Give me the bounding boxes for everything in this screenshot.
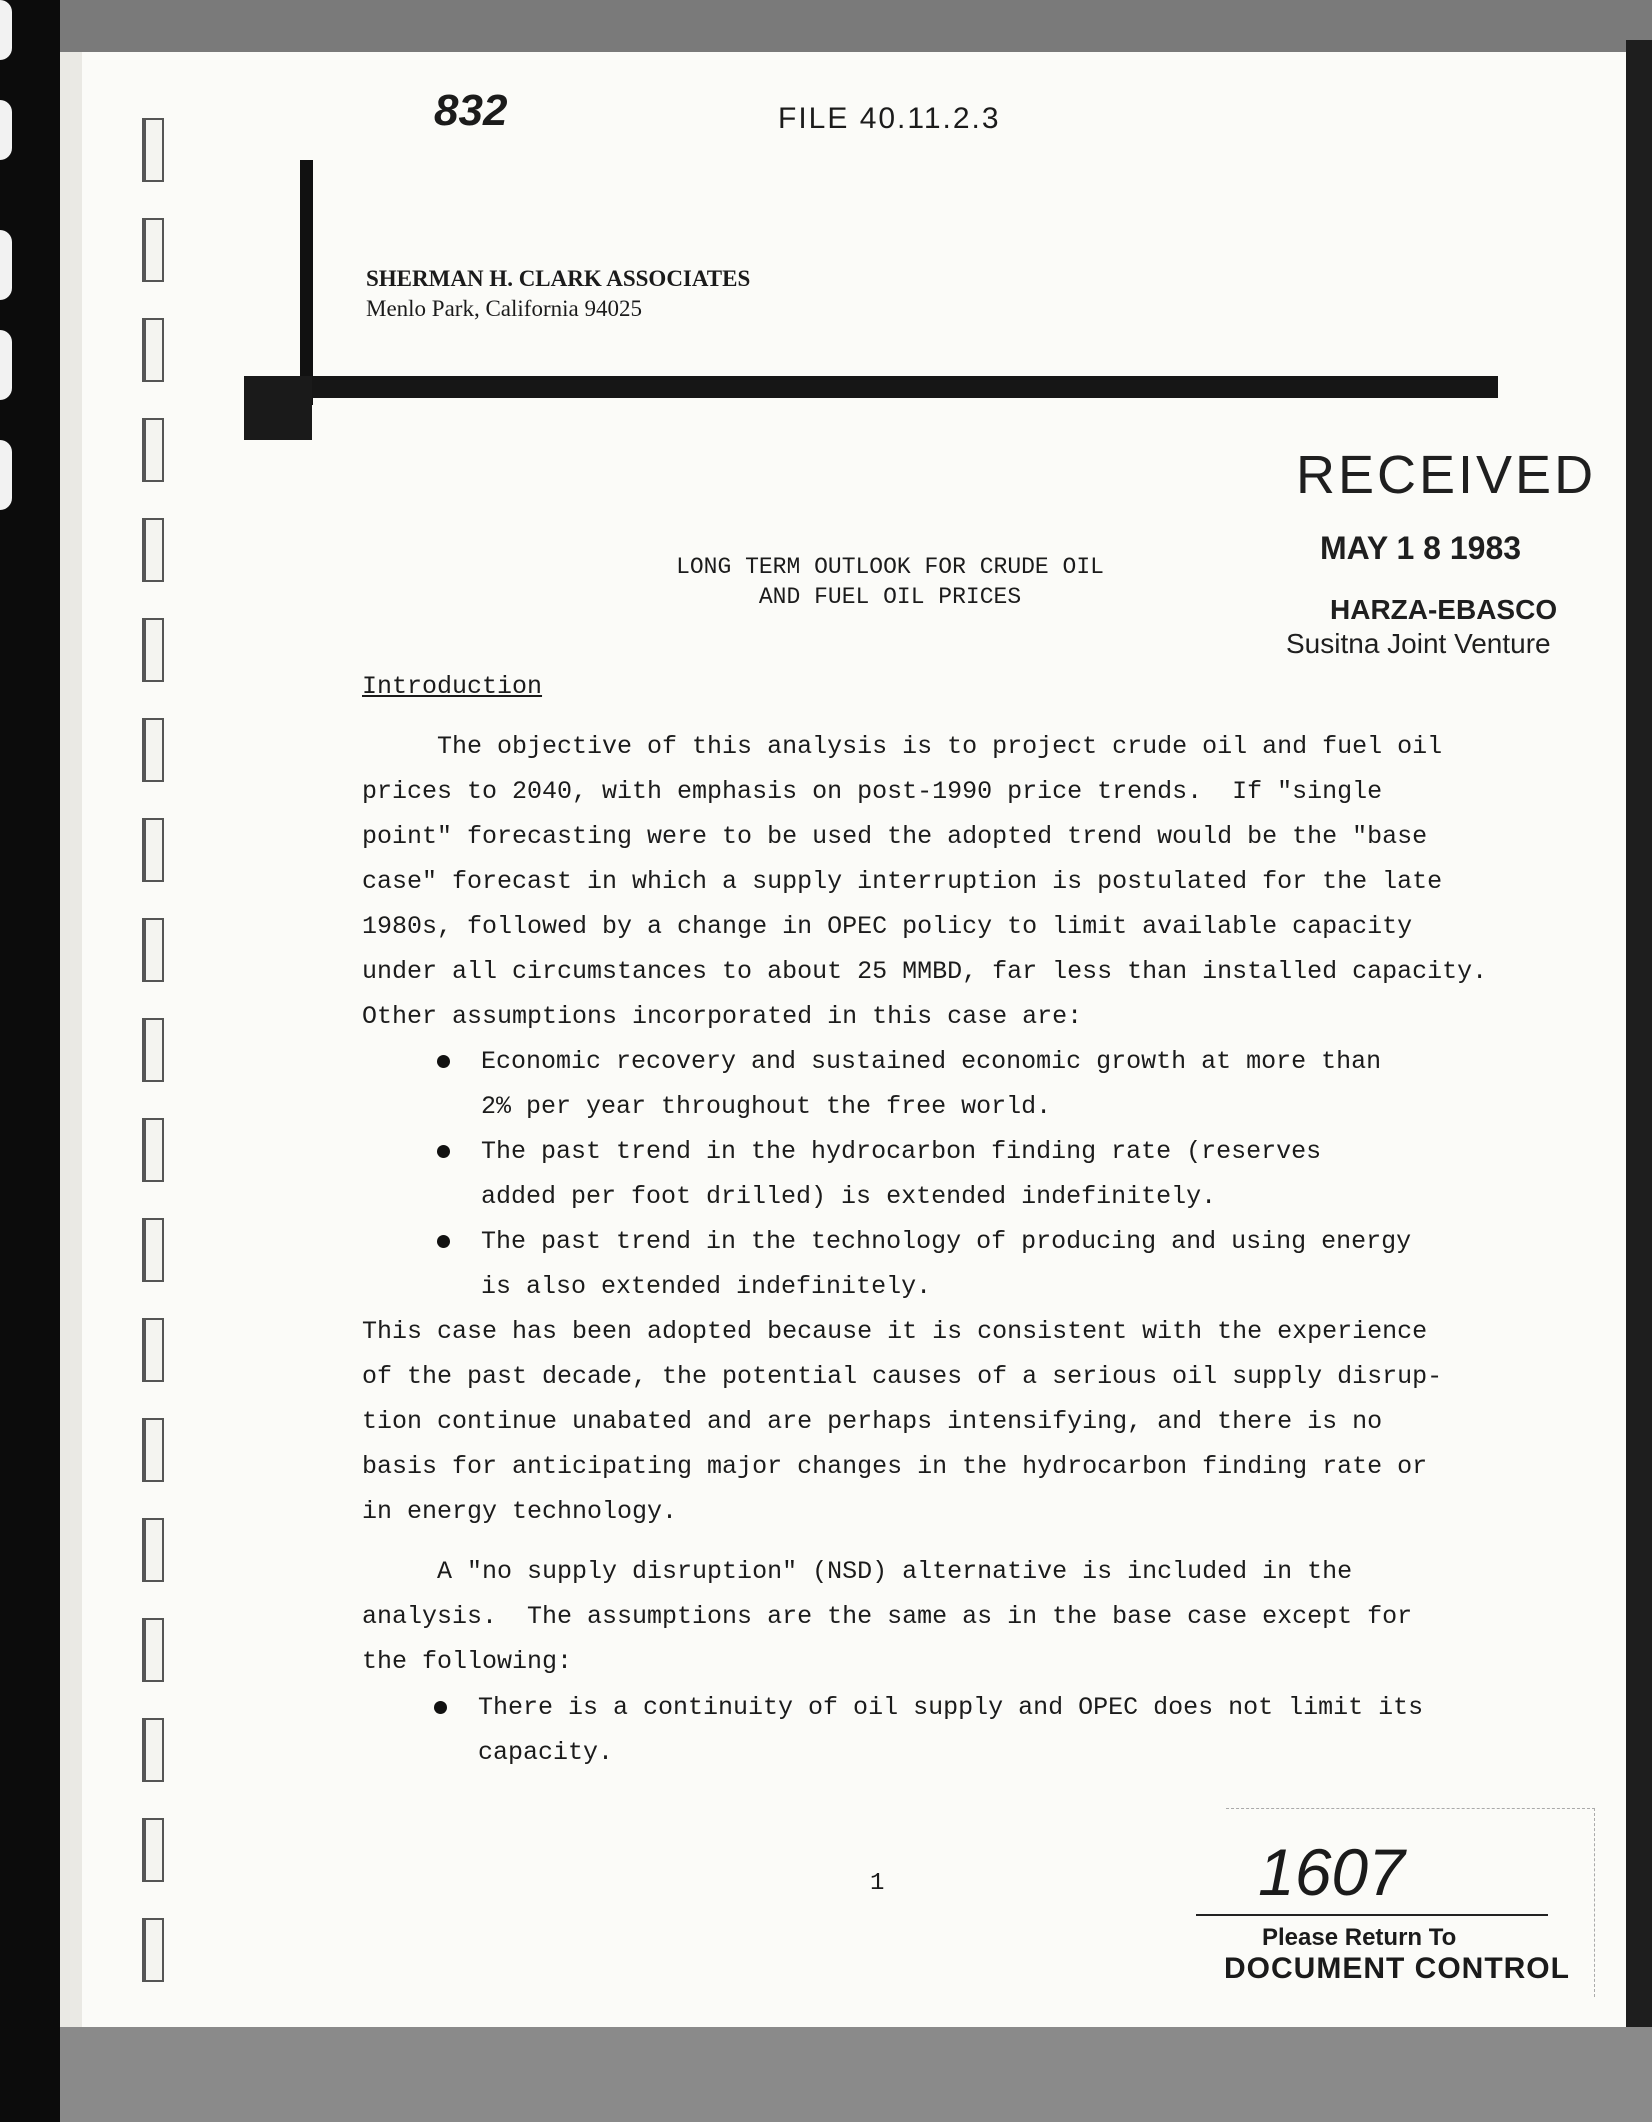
bullet-line: Economic recovery and sustained economic growth at more than xyxy=(481,1047,1382,1076)
bullet-item xyxy=(481,1129,1321,1219)
text-line: Other assumptions incorporated in this case are: xyxy=(362,1002,1083,1031)
paragraph-2 xyxy=(362,1309,1482,1534)
scan-bottom-edge xyxy=(60,2027,1652,2122)
document-title xyxy=(590,552,1190,612)
bullet-line: 2% per year throughout the free world. xyxy=(481,1092,1052,1121)
text-line: tion continue unabated and are perhaps intensifying, and there is no xyxy=(362,1407,1383,1436)
bullet-item xyxy=(481,1219,1411,1309)
bullet-dot-icon xyxy=(437,1145,450,1158)
text-line: prices to 2040, with emphasis on post-1990 price trends. If "single xyxy=(362,777,1383,806)
letterhead-vertical-bar xyxy=(300,160,313,405)
return-underline xyxy=(1196,1914,1548,1916)
binding-strip xyxy=(0,0,60,2122)
text-line: in energy technology. xyxy=(362,1497,678,1526)
text-line: basis for anticipating major changes in the hydrocarbon finding rate or xyxy=(362,1452,1428,1481)
received-sub-org: Susitna Joint Venture xyxy=(1286,628,1551,659)
bullet-line: The past trend in the technology of producing and using energy xyxy=(481,1227,1412,1256)
bullet-dot-icon xyxy=(437,1055,450,1068)
bullet-line: There is a continuity of oil supply and OPEC does not limit its xyxy=(478,1693,1424,1722)
bullet-line: capacity. xyxy=(478,1738,614,1767)
text-line: 1980s, followed by a change in OPEC policy to limit available capacity xyxy=(362,912,1413,941)
return-number: 1607 xyxy=(1258,1835,1405,1909)
text-line: the following: xyxy=(362,1647,573,1676)
received-org: HARZA-EBASCO xyxy=(1330,594,1558,625)
text-line: of the past decade, the potential causes of a serious oil supply disrup- xyxy=(362,1362,1443,1391)
document-number: 832 xyxy=(434,86,508,135)
text-line: The objective of this analysis is to project crude oil and fuel oil xyxy=(362,732,1443,761)
company-address: Menlo Park, California 94025 xyxy=(366,296,642,321)
text-line: under all circumstances to about 25 MMBD, far less than installed capacity. xyxy=(362,957,1488,986)
text-line: case" forecast in which a supply interruption is postulated for the late xyxy=(362,867,1443,896)
text-line: This case has been adopted because it is consistent with the experience xyxy=(362,1317,1428,1346)
text-line: analysis. The assumptions are the same as in the base case except for xyxy=(362,1602,1413,1631)
bullet-line: added per foot drilled) is extended indefinitely. xyxy=(481,1182,1217,1211)
received-date: MAY 1 8 1983 xyxy=(1320,530,1522,566)
page-number: 1 xyxy=(870,1870,885,1897)
letterhead-horizontal-bar xyxy=(244,376,1498,398)
file-reference: FILE 40.11.2.3 xyxy=(778,102,1001,135)
letterhead-corner-block xyxy=(244,376,312,440)
scan-top-edge xyxy=(60,0,1652,52)
bullet-line: is also extended indefinitely. xyxy=(481,1272,932,1301)
paragraph-3 xyxy=(362,1549,1482,1684)
text-line: A "no supply disruption" (NSD) alternative is included in the xyxy=(362,1557,1353,1586)
title-line-2: AND FUEL OIL PRICES xyxy=(758,584,1022,610)
received-stamp: RECEIVED xyxy=(1296,445,1597,505)
text-line: point" forecasting were to be used the adopted trend would be the "base xyxy=(362,822,1428,851)
company-name: SHERMAN H. CLARK ASSOCIATES xyxy=(366,266,751,291)
scan-right-edge xyxy=(1626,40,1652,2040)
return-label: Please Return To xyxy=(1262,1924,1457,1951)
paragraph-1 xyxy=(362,724,1488,1039)
bullet-item xyxy=(478,1685,1423,1775)
bullet-dot-icon xyxy=(437,1235,450,1248)
bullet-line: The past trend in the hydrocarbon finding rate (reserves xyxy=(481,1137,1322,1166)
bullet-dot-icon xyxy=(434,1701,447,1714)
bullet-item xyxy=(481,1039,1381,1129)
return-department: DOCUMENT CONTROL xyxy=(1224,1952,1570,1985)
section-heading: Introduction xyxy=(362,672,543,701)
title-line-1: LONG TERM OUTLOOK FOR CRUDE OIL xyxy=(676,554,1104,580)
